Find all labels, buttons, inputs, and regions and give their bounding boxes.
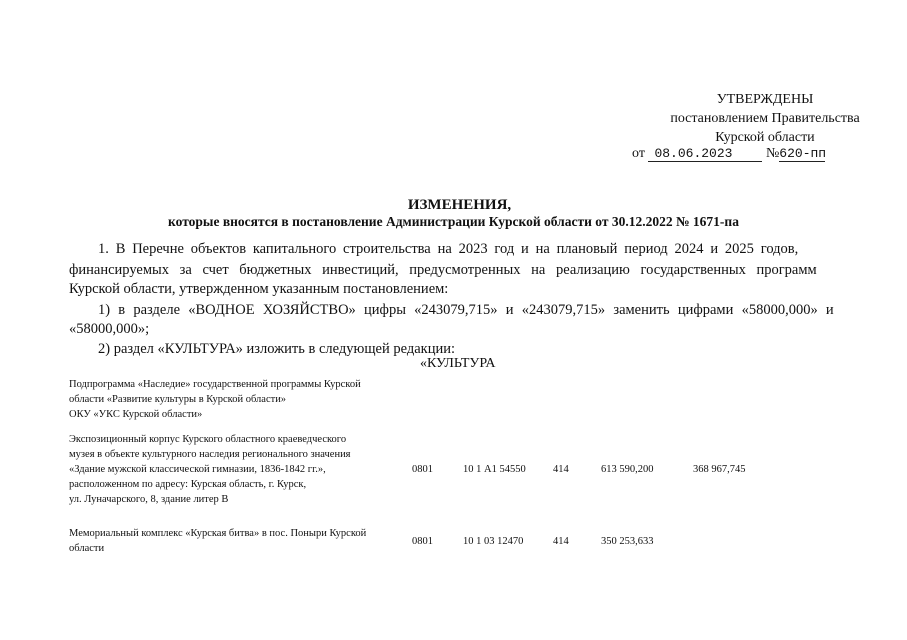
row-1-expense-type: 414 (553, 464, 569, 475)
approval-date: 08.06.2023 (648, 146, 762, 162)
number-prefix: № (765, 146, 780, 161)
row-1-name-line-2: музея в объекте культурного наследия регионального значения (69, 449, 351, 460)
row-2-target-code: 10 1 03 12470 (463, 536, 524, 547)
paragraph-1-line-3: Курской области, утвержденном указанным постановлением: (69, 281, 449, 297)
program-line-2: области «Развитие культуры в Курской области» (69, 394, 287, 405)
approved-heading: УТВЕРЖДЕНЫ (716, 92, 814, 107)
program-line-3: ОКУ «УКС Курской области» (69, 409, 203, 420)
row-2-section-code: 0801 (412, 536, 433, 547)
approved-by-line: постановлением Правительства (670, 111, 860, 126)
row-1-name-line-4: расположенном по адресу: Курская область, г. Курск, (69, 479, 307, 490)
row-2-expense-type: 414 (553, 536, 569, 547)
row-1-value-1: 613 590,200 (601, 464, 654, 475)
row-1-name-line-5: ул. Луначарского, 8, здание литер В (69, 494, 229, 505)
row-1-target-code: 10 1 А1 54550 (463, 464, 526, 475)
approval-number: 620-пп (779, 146, 827, 161)
row-2-name-line-1: Мемориальный комплекс «Курская битва» в пос. Поныри Курской (69, 528, 367, 539)
row-2-name-line-2: области (69, 543, 105, 554)
approval-date-line (632, 146, 825, 162)
paragraph-2-line-2: «58000,000»; (69, 321, 150, 337)
document-title: ИЗМЕНЕНИЯ, (407, 197, 512, 213)
row-1-name-line-3: «Здание мужской классической гимназии, 1836-1842 гг.», (69, 464, 326, 475)
row-1-section-code: 0801 (412, 464, 433, 475)
date-prefix: от (632, 146, 645, 161)
row-1-name-line-1: Экспозиционный корпус Курского областного краеведческого (69, 434, 347, 445)
paragraph-3-line-1: 2) раздел «КУЛЬТУРА» изложить в следующей редакции: (98, 341, 455, 357)
paragraph-1-line-2: финансируемых за счет бюджетных инвестиций, предусмотренных на реализацию государственных программ (69, 262, 817, 278)
table-section-title: «КУЛЬТУРА (420, 356, 496, 371)
row-1-value-2: 368 967,745 (693, 464, 746, 475)
approved-region-line: Курской области (715, 130, 815, 145)
document-subtitle: которые вносятся в постановление Администрации Курской области от 30.12.2022 № 1671-па (168, 214, 739, 229)
paragraph-2-line-1: 1) в разделе «ВОДНОЕ ХОЗЯЙСТВО» цифры «243079,715» и «243079,715» заменить цифрами «58000,000» и (98, 302, 834, 318)
paragraph-1-line-1: 1. В Перечне объектов капитального строительства на 2023 год и на плановый период 2024 и 2025 годов, (98, 241, 799, 257)
row-2-value-1: 350 253,633 (601, 536, 654, 547)
program-line-1: Подпрограмма «Наследие» государственной программы Курской (69, 379, 361, 390)
